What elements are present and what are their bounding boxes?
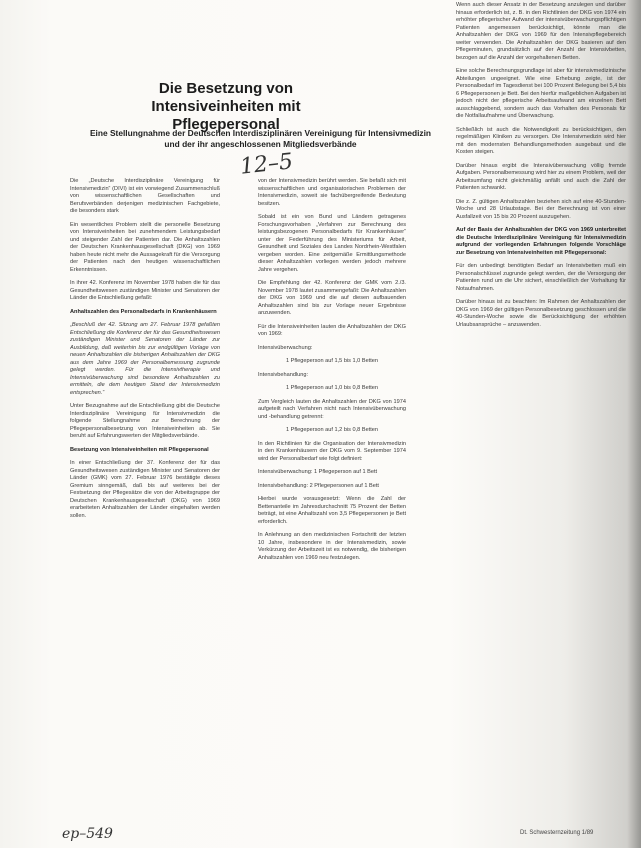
handwritten-page-mark: ep–549	[62, 826, 113, 842]
paragraph: Darüber hinaus ergibt die Intensivüberwachung völlig fremde Aufgaben. Personalbemessung wird hier zu einem Problem, weil der Arbeitsumfang nicht gleichmäßig anfällt und auch die Zahl der Patienten schwankt.	[456, 162, 626, 191]
article-subtitle: Eine Stellungnahme der Deutschen Interdisziplinären Vereinigung für Intensivmedizin und der ihr angeschlossenen Mitgliedsverbände	[89, 128, 432, 149]
paragraph: In Anlehnung an den medizinischen Fortschritt der letzten 10 Jahre, insbesondere in der Intensivmedizin, sowie Verkürzung der Arbeitszeit ist es notwendig, die bisherigen Anhaltszahlen von 1969 neu festzulegen.	[258, 532, 406, 561]
paragraph: In ihrer 42. Konferenz im November 1978 haben die für das Gesundheitswesen zuständigen Minister und Senatoren der Länder die Entschließung gefaßt:	[70, 280, 220, 301]
text-column-left	[70, 178, 220, 828]
paragraph: Für den unbedingt benötigten Bedarf an Intensivbetten muß ein Personalschlüssel zugrunde gelegt werden, der die Versorgung der Patienten rund um die Uhr sichert, einschließlich der Vorhaltung für Notaufnahmen.	[456, 263, 626, 292]
paragraph: 1 Pflegeperson auf 1,5 bis 1,0 Betten	[285, 358, 379, 364]
text-column-middle	[258, 178, 406, 828]
paragraph: Intensivüberwachung:	[258, 344, 313, 351]
handwritten-note: 12–5	[238, 149, 295, 180]
paragraph: Intensivbehandlung: 2 Pflegepersonen auf 1 Bett	[258, 482, 379, 489]
paragraph: Wenn auch dieser Ansatz in der Besetzung anzulegen und darüber hinaus erforderlich ist, z. B. in den Richtlinien der DKG von 1974 ein erhöhter pflegerischer Aufwand der intensivüberwachungspflichtigen Patienten angemessen berücksichtigt, könnte man die Anhaltszahlen der DKG von 1969 für den Intensivpflegebereich weiter verwenden. Die Anhaltszahlen der DKG basieren auf den Pflegeminuten, grundsätzlich auf der Anzahl der Intensivbetten, bezogen auf die Anzahl der vorgehaltenen Betten.	[456, 2, 626, 61]
paragraph: In einer Entschließung der 37. Konferenz der für das Gesundheitswesen zuständigen Minister und Senatoren der Länder (GMK) vom 27. Februar 1976 bestätigte dieses Gremium sinngemäß, daß bis auf weiteres bei der Festsetzung der Pflegesätze die von der Arbeitsgruppe der Deutschen Krankenhausgesellschaft (DKG) von 1969 erarbeiteten Anhaltszahlen der Länder eingehalten werden sollen.	[70, 460, 220, 519]
paragraph: In den Richtlinien für die Organisation der Intensivmedizin in den Krankenhäusern der DKG vom 9. September 1974 wird der Personalbedarf wie folgt definiert:	[258, 440, 406, 462]
paragraph: Die „Deutsche Interdisziplinäre Vereinigung für Intensivmedizin“ (DIVI) ist ein vorwiegend Zusammenschluß von wissenschaftlichen Gesellschaften und Berufsverbänden derjenigen medizinischen Fachgebiete, die besonders stark	[70, 178, 220, 214]
journal-reference: Dt. Schwesternzeitung 1/89	[520, 830, 594, 836]
paragraph: Schließlich ist auch die Notwendigkeit zu berücksichtigen, den regelmäßigen Kliniken zu versorgen. Die Intensivmedizin wird hier mit den modernsten Behandlungsmethoden ausgebaut und die Kosten steigen.	[456, 126, 626, 155]
paragraph: Für die Intensiveinheiten lauten die Anhaltszahlen der DKG von 1969:	[258, 323, 406, 337]
paragraph: Intensivüberwachung: 1 Pflegeperson auf 1 Bett	[258, 469, 378, 475]
paragraph: Eine solche Berechnungsgrundlage ist aber für intensivmedizinische Abteilungen ungeeignet. Wie eine Erhebung zeigte, ist der Personalbedarf im Tagesdienst bei 100 Prozent Belegung bei 5,4 bis 6 Pflegepersonen je Bett. Bei den hierfür maßgeblichen Aufgaben ist jedoch nicht der pflegerische Arbeitsaufwand am einzelnen Bett ausschlaggebend, sondern auch das Vorhalten des Personals für die Notfallaufnahme und Überwachung.	[456, 68, 626, 119]
paragraph: Darüber hinaus ist zu beachten: Im Rahmen der Anhaltszahlen der DKG von 1969 der gültigen Personalbesetzung geschlossen und die 40-Stunden-Woche sowie die Berücksichtigung der erhöhten Urlaubsansprüche – anzuwenden.	[456, 299, 626, 328]
section-heading: Anhaltszahlen des Personalbedarfs in Krankenhäusern	[70, 308, 217, 315]
paragraph: 1 Pflegeperson auf 1,0 bis 0,8 Betten	[285, 385, 379, 391]
paragraph: 1 Pflegeperson auf 1,2 bis 0,8 Betten	[285, 427, 379, 433]
section-heading: Auf der Basis der Anhaltszahlen der DKG von 1969 unterbreitet die Deutsche Interdisziplinäre Vereinigung für Intensivmedizin aufgrund der vorliegenden Erfahrungen folgende Vorschläge zur Besetzung von Intensiveinheiten mit Pflegepersonal:	[456, 227, 626, 256]
paragraph: Hierbei wurde vorausgesetzt: Wenn die Zahl der Bettenanteile im Jahresdurchschnitt 75 Prozent der Betten beträgt, ist eine Anhaltszahl von 3,5 Pflegepersonen je Bett erforderlich.	[258, 496, 406, 525]
scan-edge-shadow	[627, 0, 641, 848]
section-heading: Besetzung von Intensiveinheiten mit Pflegepersonal	[70, 446, 209, 453]
article-title: Die Besetzung von Intensiveinheiten mit Pflegepersonal	[151, 80, 301, 133]
text-column-right	[456, 2, 626, 840]
paragraph: Sobald ist ein von Bund und Ländern getragenes Forschungsvorhaben „Verfahren zur Berechnung des leistungsbezogenen Personalbedarfs für Krankenhäuser“ unter der Federführung des Ministeriums für Arbeit, Gesundheit und Soziales des Landes Nordrhein-Westfalen vergeben worden. Eine zeitgemäße Ermittlungsmethode dieser Anhaltszahlen vorliegen werden jedoch mehrere Jahre vergehen.	[258, 214, 406, 273]
paragraph: von der Intensivmedizin berührt werden. Sie befaßt sich mit wissenschaftlichen und organisatorischen Problemen der Intensivmedizin, soweit sie fachübergreifende Bedeutung besitzen.	[258, 178, 406, 207]
paragraph: Intensivbehandlung:	[258, 371, 309, 378]
paragraph: Die Empfehlung der 42. Konferenz der GMK vom 2./3. November 1978 lautet zusammengefaßt: Die Anhaltszahlen der DKG von 1969 und die auf diesen aufbauenden Anhaltszahlen sind bis zur Vorlage neuer Ergebnisse anzuwenden.	[258, 280, 406, 316]
paragraph: Die z. Z. gültigen Anhaltszahlen beziehen sich auf eine 40-Stunden-Woche und 28 Urlaubstage. Bei der Berechnung ist von einer Ausfallzeit von 15 bis 20 Prozent auszugehen.	[456, 198, 626, 220]
paragraph: Ein wesentliches Problem stellt die personelle Besetzung von Intensiveinheiten bei zunehmendem Leistungsbedarf und steigender Zahl der Patienten dar. Die Anhaltszahlen der Deutschen Krankenhausgesellschaft (DKG) von 1969 haben heute nicht mehr die Aussagekraft für die Versorgung der Patienten nach den heutigen wissenschaftlichen Erkenntnissen.	[70, 221, 220, 273]
paragraph: Unter Bezugnahme auf die Entschließung gibt die Deutsche Interdisziplinäre Vereinigung für Intensivmedizin die folgende Stellungnahme zur Berechnung der Pflegepersonalbesetzung von Intensiveinheiten ab. Sie beruht auf Erfahrungswerten der Mitgliedsverbände.	[70, 403, 220, 439]
paragraph: „Beschluß der 42. Sitzung am 27. Februar 1978 gefaßten Entschließung die Konferenz der für das Gesundheitswesen zuständigen Minister und Senatoren der Länder zur Ausbildung, daß weiterhin bis zur endgültigen Vorlage von neuen Anhaltszahlen die bisherigen Anhaltszahlen der DKG aus dem Jahre 1969 der Personalbemessung zugrunde gelegt werden. Für die Intensivtherapie und Intensivüberwachung sind besondere Anhaltszahlen zu ermitteln, die dem heutigen Stand der Intensivmedizin entsprechen.“	[70, 322, 220, 396]
paragraph: Zum Vergleich lauten die Anhaltszahlen der DKG von 1974 aufgeteilt nach Verfahren nicht nach Intensivüberwachung und -behandlung getrennt:	[258, 398, 406, 420]
